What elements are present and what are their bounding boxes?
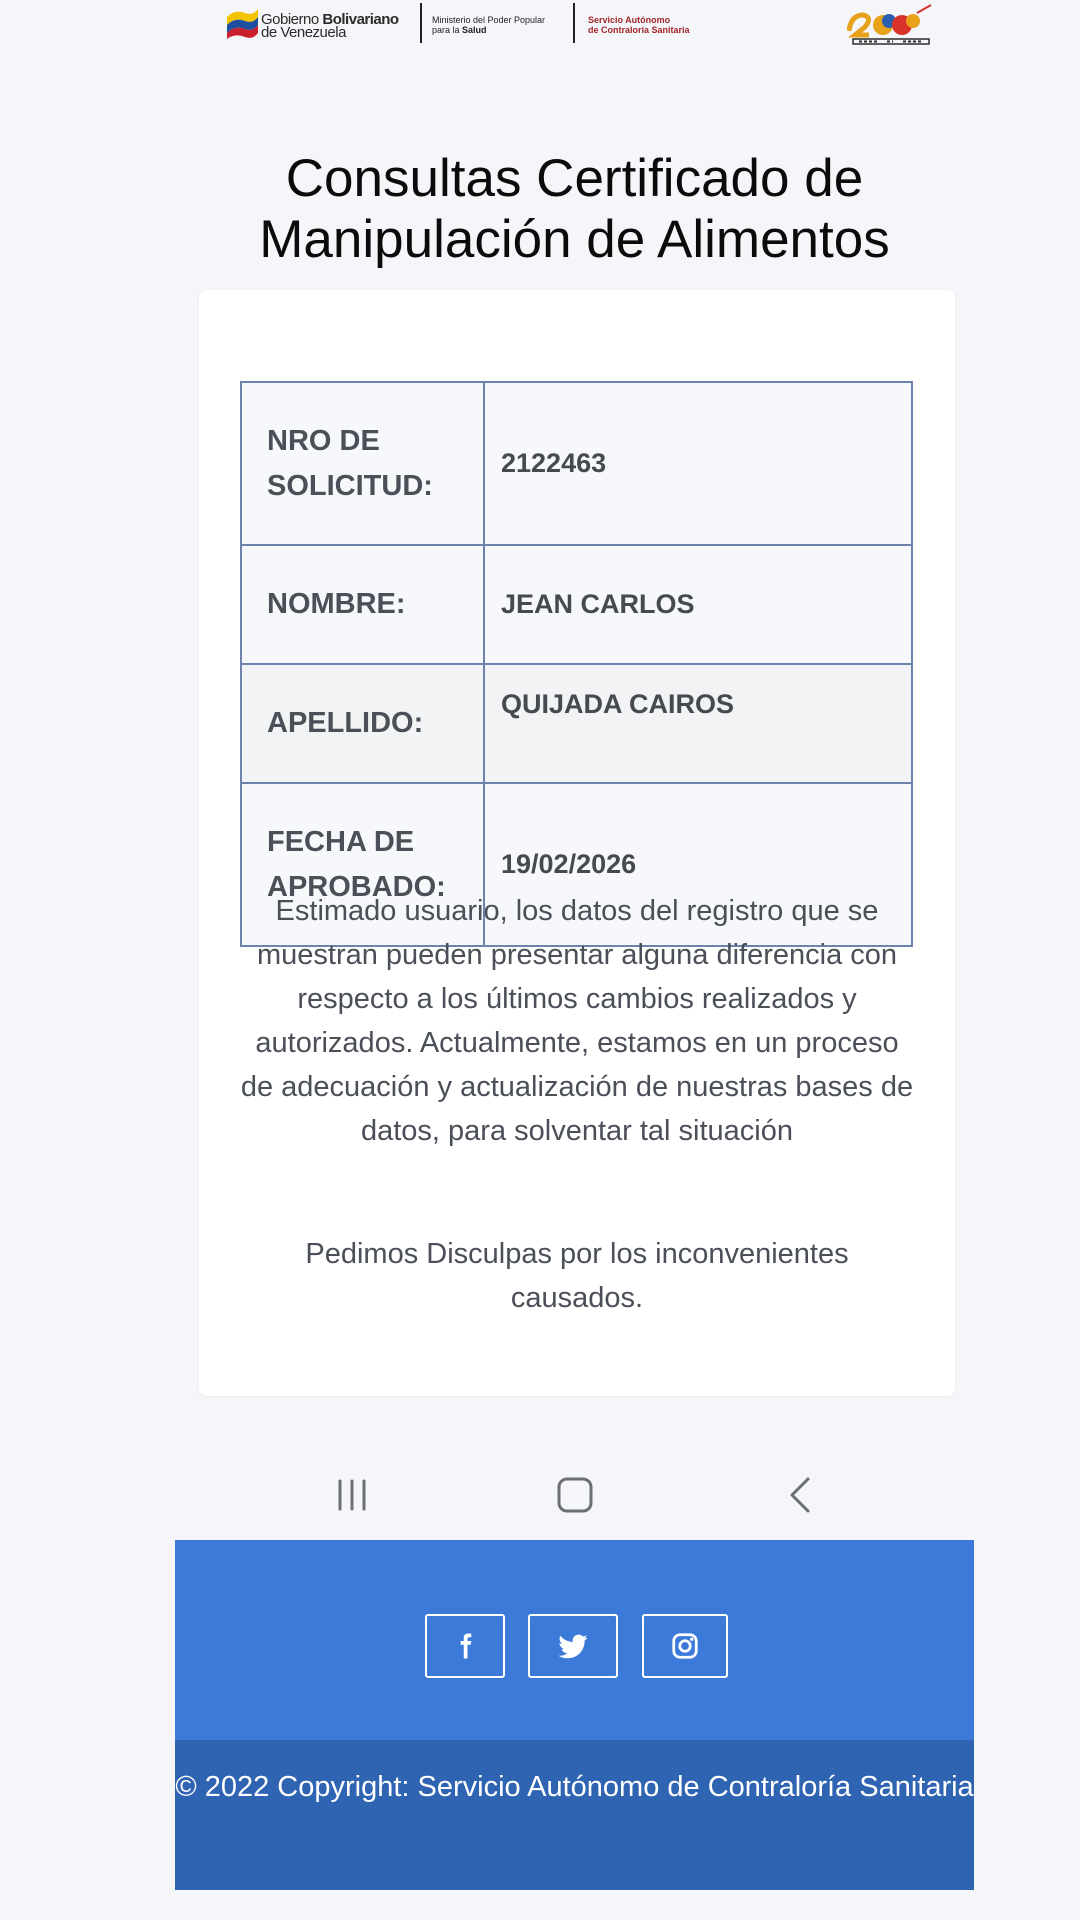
back-icon [780, 1475, 820, 1515]
bicentennial-logo [847, 3, 935, 45]
sacs-text: Servicio Autónomo de Contraloría Sanitaria [588, 15, 690, 35]
row-label: NOMBRE: [241, 545, 484, 664]
gov-text: Gobierno Bolivariano de Venezuela [261, 11, 399, 41]
row-label: APELLIDO: [241, 664, 484, 783]
apology-text: Pedimos Disculpas por los inconvenientes causados. [305, 1238, 849, 1314]
copyright-text: © 2022 Copyright: Servicio Autónomo de Contraloría Sanitaria [175, 1771, 974, 1803]
recent-apps-button[interactable] [312, 1470, 392, 1520]
row-label: NRO DE SOLICITUD: [241, 382, 484, 545]
recent-apps-icon [332, 1475, 372, 1515]
header-divider [420, 3, 422, 43]
venezuela-flag-icon [225, 7, 259, 39]
back-button[interactable] [760, 1470, 840, 1520]
gobierno-bolivariano-logo [225, 5, 405, 43]
ministry-text: Ministerio del Poder Popular para la Salud [432, 15, 546, 35]
header [175, 0, 974, 60]
facebook-button[interactable] [425, 1614, 505, 1678]
facebook-icon [450, 1631, 480, 1661]
system-nav-bar [175, 1450, 974, 1540]
row-value: JEAN CARLOS [484, 545, 912, 664]
footer-social [175, 1540, 974, 1740]
twitter-button[interactable] [528, 1614, 618, 1678]
table-row [241, 664, 912, 783]
page-title: Consultas Certificado de Manipulación de Alimentos [259, 149, 890, 269]
row-label: FECHA DE APROBADO: [241, 783, 484, 946]
table-row [241, 545, 912, 664]
footer-copyright [175, 1740, 974, 1890]
header-divider [573, 3, 575, 43]
page [175, 0, 974, 1890]
home-button[interactable] [535, 1470, 615, 1520]
result-card [199, 290, 955, 1396]
row-value: QUIJADA CAIROS [484, 664, 912, 783]
home-icon [555, 1475, 595, 1515]
row-value: 2122463 [484, 382, 912, 545]
row-value: 19/02/2026 [484, 783, 912, 946]
twitter-icon [557, 1630, 589, 1662]
record-table [240, 381, 913, 947]
instagram-icon [670, 1631, 700, 1661]
table-row [241, 382, 912, 545]
disclaimer-text: Estimado usuario, los datos del registro que se muestran pueden presentar alguna diferencia con respecto a los últimos cambios realizados y autorizados. Actualmente, estamos en un proceso de adecuación y actualización de nuestras bases de datos, para solventar tal situación [240, 895, 914, 1147]
instagram-button[interactable] [642, 1614, 728, 1678]
